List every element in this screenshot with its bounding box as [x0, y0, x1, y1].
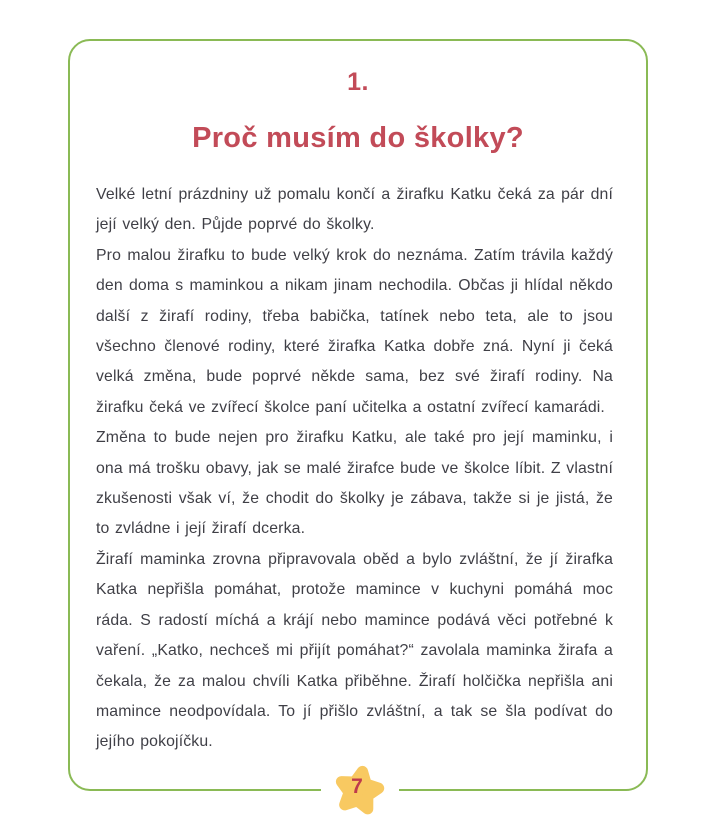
story-text — [96, 180, 613, 758]
paragraph: Pro malou žirafku to bude velký krok do neznáma. Zatím trávila každý den doma s maminkou a nikam jinam nechodila. Občas ji hlídal někdo další z žirafí rodiny, třeba babička, tatínek nebo teta, ale to jsou všechno členové rodiny, které žirafka Katka dobře zná. Nyní ji čeká velká změna, bude poprvé někde sama, bez své žirafí rodiny. Na žirafku čeká ve zvířecí školce paní učitelka a ostatní zvířecí kamarádi. — [96, 246, 613, 416]
chapter-number: 1. — [347, 68, 369, 96]
paragraph: Velké letní prázdniny už pomalu končí a žirafku Katku čeká za pár dní její velký den. Půjde poprvé do školky. — [96, 186, 613, 234]
page-number: 7 — [351, 775, 363, 798]
chapter-title: Proč musím do školky? — [192, 122, 524, 154]
page-number-star — [326, 758, 392, 824]
paragraph: Změna to bude nejen pro žirafku Katku, ale také pro její maminku, i ona má trošku obavy, jak se malé žirafce bude ve školce líbit. Z vlastní zkušenosti však ví, že chodit do školky je zábava, takže si je jistá, že to zvládne i její žirafí dcerka. — [96, 429, 613, 538]
page-border-card — [68, 39, 648, 791]
paragraph: Žirafí maminka zrovna připravovala oběd a bylo zvláštní, že jí žirafka Katka nepřišla pomáhat, protože mamince v kuchyni pomáhá moc ráda. S radostí míchá a krájí nebo mamince podává věci potřebné k vaření. „Katko, nechceš mi přijít pomáhat?“ zavolala maminka žirafa a čekala, že za malou chvíli Katka přiběhne. Žirafí holčička nepřišla ani mamince neodpovídala. To jí přišlo zvláštní, a tak se šla podívat do jejího pokojíčku. — [96, 550, 613, 751]
